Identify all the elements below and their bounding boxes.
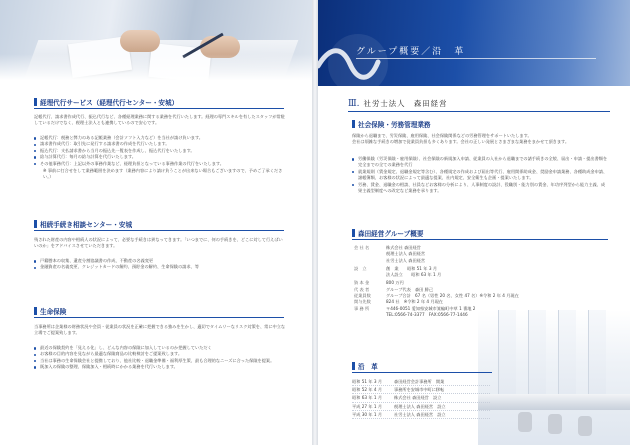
heading-rule <box>352 372 492 373</box>
labor-list <box>352 156 608 194</box>
list-item: 当社は事務の生命保険会社と提携しており、他社比較・退職金準備・福利厚生策、最も合理的なニーズに合った保険を提案。 <box>34 358 288 364</box>
table-row: 平成 27 年 1 月 税理士法人 森田経営 設立 <box>352 403 490 411</box>
list-item: お客様の目的内容を見ながら最適な保険商品の比較検討をご提案致します。 <box>34 351 288 357</box>
heading-rule <box>34 317 284 318</box>
section-heading-inheritance: 相続手続き相談センター・安城 <box>34 219 132 229</box>
list-item: 給与計算代行：毎月の給与計算を代行いたします。 <box>34 154 288 160</box>
table-row: 会 社 名 株式会社 森田経営 <box>354 245 421 250</box>
section-banner <box>318 0 630 86</box>
chapter-number: Ⅲ. <box>348 99 360 109</box>
heading-marker <box>34 307 37 315</box>
table-row: TEL:0566-74-3377 FAX:0566-77-1446 <box>386 311 468 317</box>
heading-rule <box>352 239 608 240</box>
list-item: 就業規則（賃金規定、退職金規定等含む）、各種規定の作成および届出等代行、雇用関係助成金、奨励金申請業務、各種助成金申請、諸帳簿類、お客様の状況によって最適な提案、社内規定、安全衛生も企画・提案いたします。 <box>352 169 608 182</box>
heading-marker <box>34 220 37 228</box>
list-item: 戸籍謄本の収集、遺産分割協議書の作成、不動産の名義変更 <box>34 258 288 264</box>
labor-intro: 保険から退職まで、労災保険、雇用保険、社会保険関係などの労務管理をサポートいたします。 会社は煩雑な手続きの増加で従業員負担も多くあります。会社の正しい発展とさまざまな業務をまかせて頂きます。 <box>352 133 570 145</box>
list-item: 金融資産の名義変更、クレジットカードの解約、預貯金の解約、生命保険の請求、等 <box>34 264 288 270</box>
section-heading-labor: 社会保険・労務管理業務 <box>352 119 431 129</box>
inheritance-intro: 残された財産の内容や相続人の状況によって、必要な手続きは異なってきます。「いつまでに、何の手続きを、どこに対して行えばいいのか」をアドバイスさせていただきます。 <box>34 237 283 249</box>
list-item: 請求書作成代行：取引先に発行する請求書の作成を代行いたします。 <box>34 141 288 147</box>
table-row: 税理士法人 森田経営 <box>386 251 426 257</box>
right-page <box>318 0 630 445</box>
heading-rule <box>34 230 284 231</box>
heading-rule <box>34 108 284 109</box>
list-item: 振込代行：支払請求書から当月の振込先一覧表を作成し、振込代行をいたします。 <box>34 148 288 154</box>
company-rule <box>348 111 610 112</box>
table-row: 昭和 52 年 4 月 事務所を安城市中町に移転 <box>352 386 490 394</box>
table-row: 昭和 51 年 3 月 森田経営会計事務所 開業 <box>352 378 490 386</box>
section-heading-life-insurance: 生命保険 <box>34 306 66 316</box>
heading-marker <box>34 98 37 106</box>
table-row: 事 務 所 〒446-0051 愛知県安城市箕輪町中草 1 番地 2 <box>354 305 476 311</box>
accounting-intro: 記帳代行、請求書作成代行、振込代行など、各種経理業務に関する業務を代行いたします。経理の専門スキルを有したスタッフが常駐しているだけでなく、税理士法人とも連携しているので安心です。 <box>34 114 285 126</box>
accounting-list <box>34 135 288 167</box>
heading-marker <box>352 120 355 128</box>
company-heading <box>348 98 447 109</box>
table-row: 社労士法人 森田経営 <box>386 257 426 263</box>
table-row: 昭和 63 年 1 月 株式会社 森田経営 設立 <box>352 394 490 402</box>
inheritance-list <box>34 258 288 271</box>
table-row: 従業員数 グループ合計 67 名（男性 20 名、女性 47 名）※令和 2 年 4 月現在 <box>354 293 519 299</box>
banner-title: グループ概要／沿 革 <box>356 47 466 57</box>
history-table <box>352 378 490 419</box>
list-item: 記帳代行：税務と弊力のある記帳業務（会計ソフト入力など）を当社が請け負います。 <box>34 135 288 141</box>
insurance-list <box>34 345 288 371</box>
accounting-note: ※ 事前に打合せをして業務範囲を決めます（業務内容により請け負うことが出来ない場合もございますので、予めご了承ください。） <box>43 168 283 180</box>
table-row: 関与先数 824 社 ※令和 2 年 4 月現在 <box>354 299 443 305</box>
table-row: 法人設立 昭和 63 年 1 月 <box>386 272 442 278</box>
overview-table <box>354 245 604 318</box>
section-heading-history: 沿 革 <box>352 361 378 371</box>
section-heading-overview: 森田経営グループ概要 <box>352 228 423 238</box>
list-item: 労働保険（労災保険・雇用保険）、社会保険の新規加入申請、従業員の入社から退職までの諸手続きの全般、届出・申請・提出書類を完全までの全ての業務を代行 <box>352 156 608 169</box>
heading-marker <box>352 229 355 237</box>
banner-rule <box>356 58 596 59</box>
insurance-intro: 当事務所は企業様の財務状況や会員・従業員の状況を正確に把握できる強みを生かし、適切でタイムリーなリスク対策を、常に中立な立場でご提案致します。 <box>34 324 286 336</box>
table-row: 資 本 金 800 万円 <box>354 280 404 286</box>
list-item: その他事務代行：上記以外の事務作業など、経理負担となっている事務作業の代行をいたします。 <box>34 161 288 167</box>
list-item: 労務、賃金、退職金の相談、社員などお客様の分析により、人事制度の設計、役職別・能力別の賃金、年功序列型から能力主義、成果主義型制度への改定など業務を承ります。 <box>352 182 608 195</box>
table-row: 代 表 者 グループ代表 森田 勝己 <box>354 286 434 292</box>
table-row: 設 立 創 業 昭和 51 年 3 月 <box>354 265 438 271</box>
section-heading-accounting: 経理代行サービス（経理代行センター・安城） <box>34 97 178 107</box>
heading-marker <box>352 362 355 370</box>
table-row: 平成 30 年 1 月 社労士法人 森田経営 設立 <box>352 411 490 419</box>
hero-photo-business-meeting <box>0 0 312 80</box>
list-item: 既加入の保険の整理、保険加入・相続時にかかる業務を代行いたします。 <box>34 364 288 370</box>
left-page <box>0 0 312 445</box>
list-item: 最近の保険契約を「見える化」し、どんな内容の保険に加入しているのか把握していただく <box>34 345 288 351</box>
company-name: 社労士法人 森田経営 <box>363 99 448 108</box>
office-photo <box>478 310 630 445</box>
